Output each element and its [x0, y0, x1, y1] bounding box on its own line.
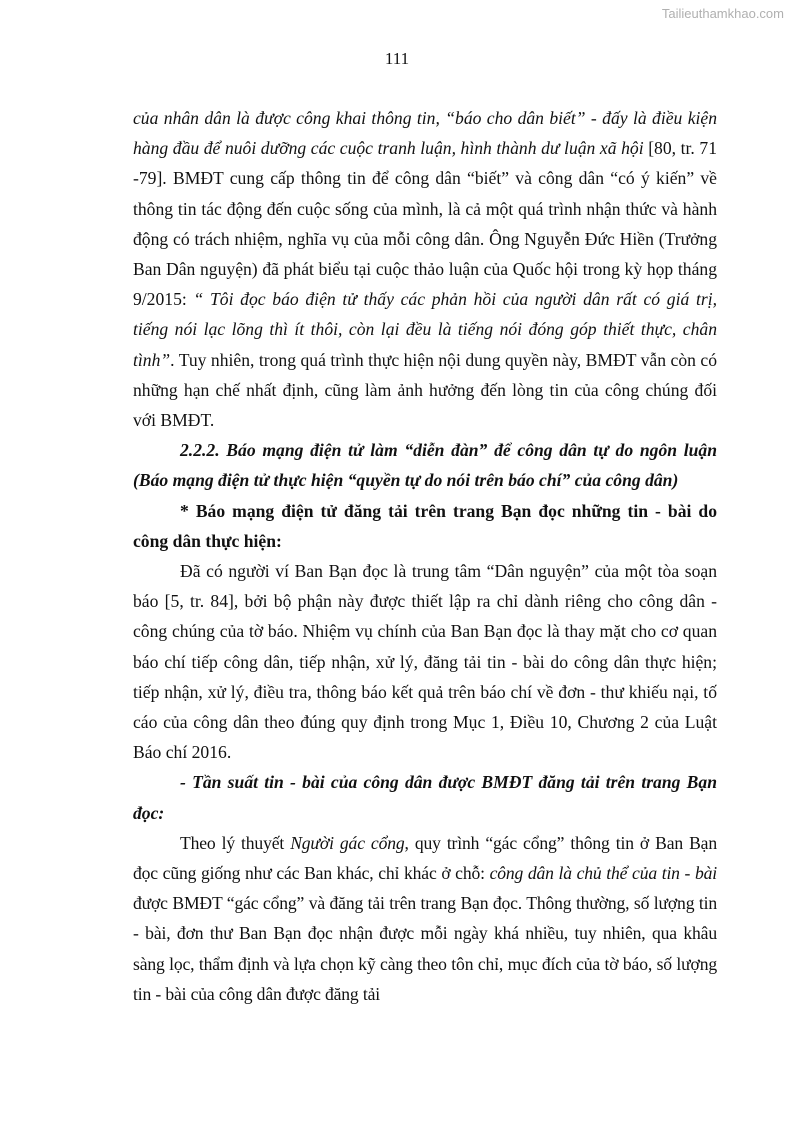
p3-text-a: Theo lý thuyết — [180, 832, 291, 853]
section-heading-2-2-2: 2.2.2. Báo mạng điện tử làm “diễn đàn” để công dân tự do ngôn luận (Báo mạng điện tử thực hiện “quyền tự do nói trên báo chí” của công dân) — [133, 440, 717, 491]
quote-italic-1: của nhân dân là được công khai thông tin, “báo cho dân biết” - đấy là điều kiện hàng đầu để nuôi dưỡng các cuộc tranh luận, hình thành dư luận xã hội — [133, 108, 717, 159]
paragraph-ban-ban-doc: Đã có người ví Ban Bạn đọc là trung tâm “Dân nguyện” của một tòa soạn báo [5, tr. 84], bởi bộ phận này được thiết lập ra chỉ dành riêng cho công dân - công chúng của tờ báo. Nhiệm vụ chính của Ban Bạn đọc là thay mặt cho cơ quan báo chí tiếp công dân, tiếp nhận, xử lý, đăng tải tin - bài do công dân thực hiện; tiếp nhận, xử lý, điều tra, thông báo kết quả trên báo chí về đơn - thư khiếu nại, tố cáo của công dân theo đúng quy định trong Mục 1, Điều 10, Chương 2 của Luật Báo chí 2016. — [133, 561, 717, 763]
paragraph-continuation — [133, 103, 717, 435]
p3-text-c: , quy trình “gác cổng” thông tin ở Ban Bạn đọc cũng giống như các Ban khác, chỉ khác ở chỗ: — [133, 832, 717, 884]
subsection-heading: * Báo mạng điện tử đăng tải trên trang Bạn đọc những tin - bài do công dân thực hiện: — [133, 500, 717, 551]
quote-italic-2: “ Tôi đọc báo điện tử thấy các phản hồi của người dân rất có giá trị, tiếng nói lạc lõng thì ít thôi, còn lại đều là tiếng nói đóng góp thiết thực, chân tình” — [133, 289, 717, 370]
p3-italic-b: Người gác cổng — [290, 832, 405, 853]
document-body — [133, 103, 717, 1009]
watermark: Tailieuthamkhao.com — [661, 6, 784, 21]
page-number: 111 — [384, 49, 410, 68]
heading-frequency: - Tần suất tin - bài của công dân được BMĐT đăng tải trên trang Bạn đọc: — [133, 772, 717, 823]
paragraph-text-2: . Tuy nhiên, trong quá trình thực hiện nội dung quyền này, BMĐT vẫn còn có những hạn chế nhất định, cũng làm ảnh hưởng đến lòng tin của công chúng đối với BMĐT. — [133, 349, 717, 431]
paragraph-text-1: [80, tr. 71 -79]. BMĐT cung cấp thông tin để công dân “biết” và công dân “có ý kiến” về thông tin tác động đến cuộc sống của mình, là cả một quá trình nhận thức và hành động có trách nhiệm, nghĩa vụ của mỗi công dân. Ông Nguyễn Đức Hiền (Trưởng Ban Dân nguyện) đã phát biểu tại cuộc thảo luận của Quốc hội trong kỳ họp tháng 9/2015: — [133, 138, 717, 310]
paragraph-gatekeeping — [133, 828, 717, 1009]
p3-italic-d: công dân là chủ thể của tin - bài — [489, 863, 717, 884]
p3-text-e: được BMĐT “gác cổng” và đăng tải trên trang Bạn đọc. Thông thường, số lượng tin - bài, đơn thư Ban Bạn đọc nhận được mỗi ngày khá nhiều, tuy nhiên, qua khâu sàng lọc, thẩm định và lựa chọn kỹ càng theo tôn chỉ, mục đích của tờ báo, số lượng tin - bài của công dân được đăng tải — [133, 893, 717, 1004]
